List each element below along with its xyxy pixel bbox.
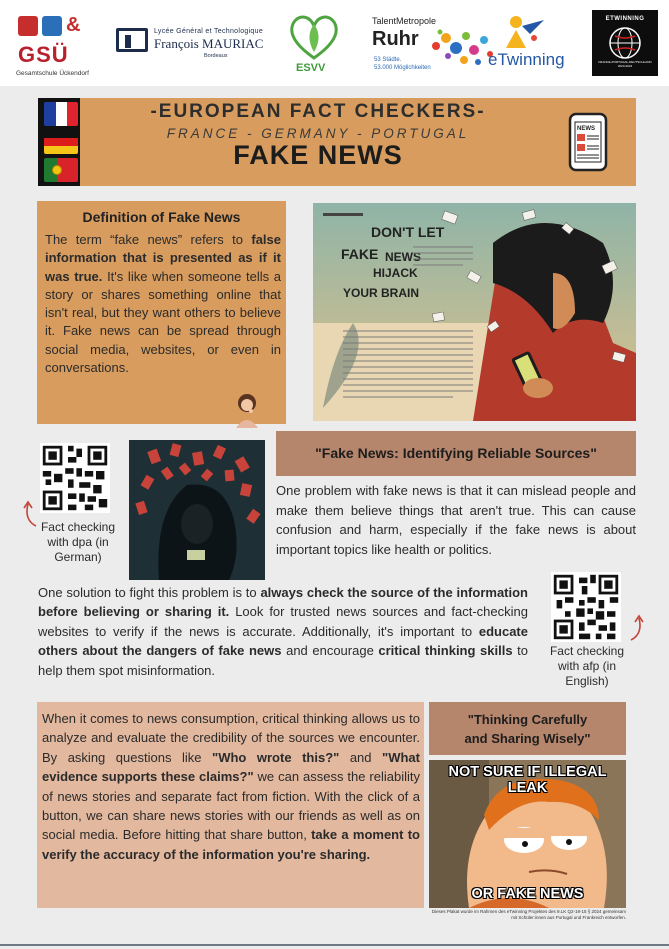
talentmetropole-logo — [372, 16, 500, 76]
gsu-ampersand-icon: & — [66, 14, 81, 36]
crit-text-3: we can assess the reliability of news stories and separate fact from fiction. With the click of a button, we can share news stories with our friends as well as on social media. Before hitting that share button, — [42, 769, 420, 843]
illus-headline-5: YOUR BRAIN — [343, 286, 420, 300]
etwinning-figure-icon — [500, 14, 546, 50]
flags-strip — [38, 98, 80, 186]
germany-flag-icon — [44, 130, 78, 154]
definition-text — [45, 231, 281, 377]
reliable-sources-title: "Fake News: Identifying Reliable Sources" — [315, 445, 597, 461]
sources-paragraph-2 — [38, 583, 528, 680]
p2-text-2: Look for trusted news sources and fact-checking websites to verify if the news is accurate. Additionally, it's important to — [38, 604, 528, 639]
fake-news-hijack-illustration — [313, 203, 636, 421]
talent-line3 — [374, 56, 431, 72]
lycee-line3: Bordeaux — [204, 53, 228, 59]
talent-line2: Ruhr — [372, 28, 419, 50]
esvv-logo — [284, 12, 344, 76]
heart-leaf-icon — [284, 12, 344, 62]
qr-afp-caption-1: Fact checking — [549, 644, 625, 658]
qr-dpa-caption-2: with dpa (in — [47, 535, 109, 549]
definition-bold-1: false information that is presented as if it was true. — [45, 232, 281, 284]
crit-text-2: and — [339, 749, 383, 765]
p2-text-3: and encourage — [281, 643, 379, 659]
gsu-red-square-icon — [18, 16, 38, 36]
bottom-divider — [0, 944, 669, 946]
esvv-logo-text: ESVV — [296, 62, 326, 74]
qr-dpa-caption-1: Fact checking — [40, 520, 116, 534]
meme-top-text: NOT SURE IF ILLEGAL LEAK — [448, 764, 607, 796]
qr-code-afp-icon[interactable] — [551, 572, 621, 642]
critical-thinking-box — [37, 702, 424, 908]
lycee-line2: François MAURIAC — [154, 36, 264, 51]
meme-bottom-text: OR FAKE NEWS — [471, 886, 584, 902]
footnote: Dieses Plakat wurde im Rahmen des eTwinning Projektes des 9.LK Q2-19-15 § 2024 gemeinsam mit Schüler:innen aus Portugal und Frankreich entworfen. — [431, 909, 626, 920]
qr-code-dpa-icon[interactable] — [40, 443, 110, 513]
illus-headline-3: NEWS — [385, 250, 421, 264]
gsu-logo-text: GSÜ — [18, 42, 69, 67]
p2-bold-1: always check the source of the information before believing or sharing it. — [38, 585, 528, 620]
crit-bold-3: take a moment to verify the accuracy of the information you're sharing. — [42, 827, 420, 862]
reliable-sources-header — [276, 431, 636, 476]
qr-afp-caption — [544, 644, 630, 689]
p2-bold-2: educate others about the dangers of fake news — [38, 623, 528, 659]
qr-afp-caption-3: English) — [565, 674, 609, 688]
definition-text-2: It's like when someone tells a story or shares something online that isn't real, but they want others to believe it. Fake news can be spread through social media, websites, or even in conversations. — [45, 268, 281, 376]
etwinning-logo — [486, 14, 570, 72]
talent-line3a: 53 Städte. — [374, 57, 402, 63]
thinking-line-1: "Thinking Carefully — [467, 712, 588, 727]
etwinning-badge-title: ETWINNING — [605, 16, 645, 22]
qr-afp-caption-2: with afp (in — [557, 659, 617, 673]
illus-headline-1: DON'T LET — [371, 224, 445, 240]
fry-meme-image — [429, 760, 626, 908]
definition-text-1: The term “fake news” refers to — [45, 232, 252, 247]
thinking-carefully-header — [429, 702, 626, 755]
qr-dpa-caption-3: German) — [54, 550, 102, 564]
talent-line3b: 53.000 Möglichkeiten — [374, 65, 431, 71]
critical-thinking-text — [42, 709, 420, 864]
sources-paragraph-1: One problem with fake news is that it can mislead people and make them believe things that aren't true. This can cause confusion and harm, especially if the fake news is about important topics like health or politics. — [276, 483, 636, 557]
etwinning-logo-text: eTwinning — [488, 50, 565, 69]
thinking-line-2: and Sharing Wisely" — [464, 731, 591, 746]
france-flag-icon — [44, 102, 78, 126]
p2-text-1: One solution to fight this problem is to — [38, 585, 261, 600]
thinking-carefully-title — [429, 710, 626, 748]
crit-text-1: When it comes to news consumption, critical thinking allows us to analyze and evaluate the credibility of the sources we encounter. By asking questions like — [42, 711, 420, 765]
gsu-logo — [14, 12, 104, 78]
logo-bar — [0, 0, 669, 86]
phone-news-label: NEWS — [577, 126, 595, 132]
lycee-line1: Lycée Général et Technologique — [154, 28, 264, 35]
portugal-flag-icon — [44, 158, 78, 182]
talent-line1: TalentMetropole — [372, 16, 437, 26]
banner-countries: FRANCE - GERMANY - PORTUGAL — [166, 126, 470, 141]
crit-bold-1: "Who wrote this?" — [212, 749, 340, 765]
p2-text-4: to help them spot misinformation. — [38, 643, 528, 678]
illus-headline-4: HIJACK — [373, 266, 418, 280]
etwinning-badge-subtitle: FRANCE-PORTUGAL-DEUTSCHLAND 2023-2024 — [598, 60, 652, 68]
illus-headline-2: FAKE — [341, 246, 379, 262]
globe-icon — [607, 26, 643, 60]
banner-title: -EUROPEAN FACT CHECKERS- — [150, 101, 486, 122]
curved-arrow-icon — [627, 614, 645, 642]
hooded-figure-image — [129, 440, 265, 580]
lycee-emblem-icon — [116, 28, 148, 52]
definition-title: Definition of Fake News — [82, 209, 241, 225]
lycee-mauriac-logo — [116, 26, 278, 66]
etwinning-badge — [592, 10, 658, 76]
crit-bold-2: "What evidence supports these claims?" — [42, 749, 420, 785]
gsu-logo-subtitle: Gesamtschule Ückendorf — [16, 70, 89, 77]
gsu-blue-square-icon — [42, 16, 62, 36]
title-banner — [80, 98, 636, 186]
thinking-girl-icon — [232, 390, 262, 428]
qr-dpa-caption — [36, 520, 120, 565]
banner-subtitle: FAKE NEWS — [233, 140, 403, 170]
phone-news-icon — [568, 112, 608, 172]
p2-bold-3: critical thinking skills — [378, 643, 513, 659]
